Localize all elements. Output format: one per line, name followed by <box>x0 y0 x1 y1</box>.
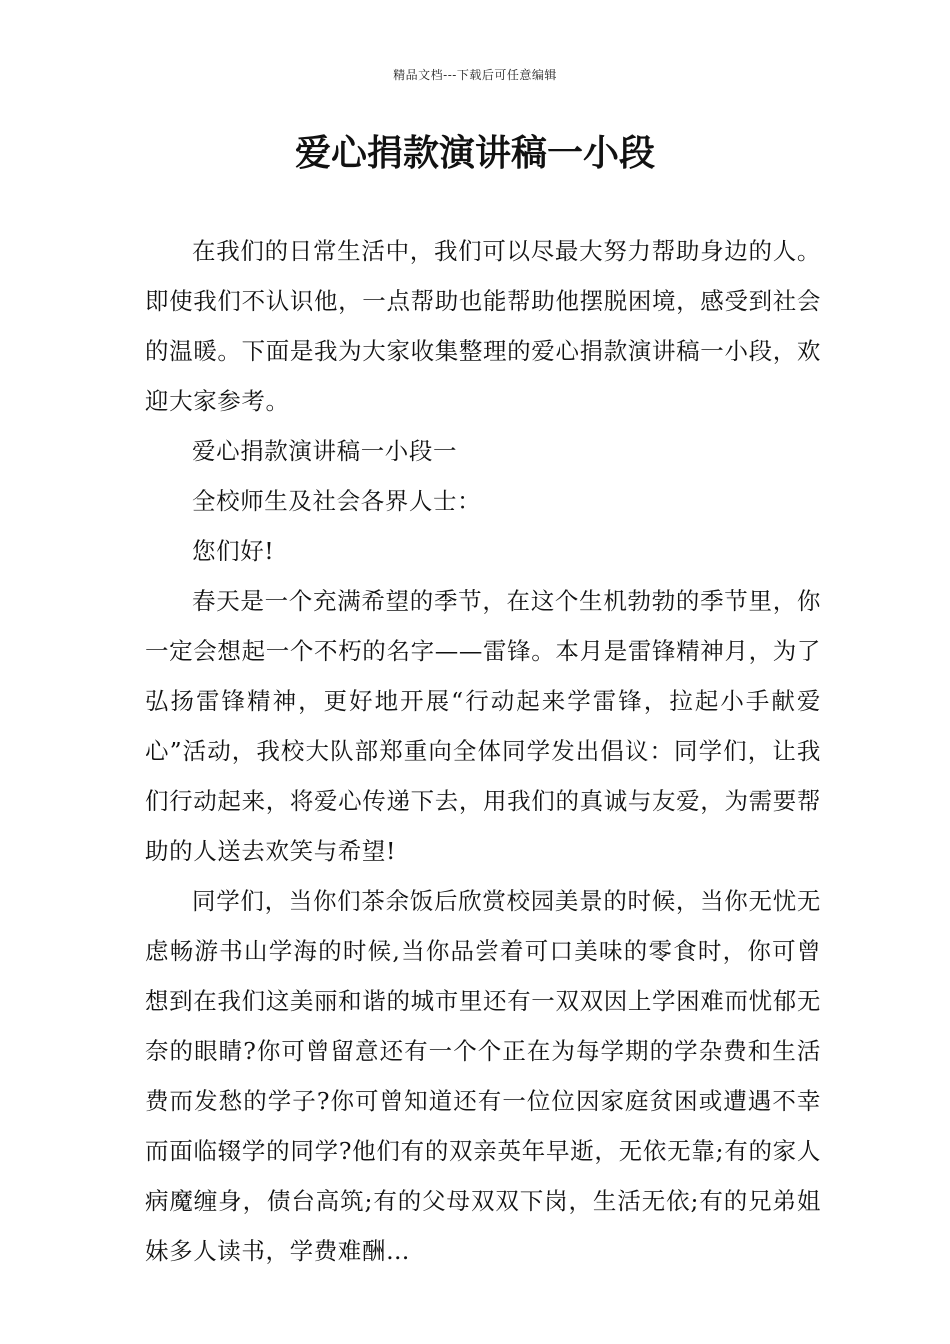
paragraph-salutation: 全校师生及社会各界人士： <box>192 487 482 515</box>
paragraph-subtitle: 爱心捐款演讲稿一小段一 <box>192 437 458 465</box>
document-body <box>145 226 821 1276</box>
paragraph-spring: 春天是一个充满希望的季节，在这个生机勃勃的季节里，你一定会想起一个不朽的名字——雷锋。本月是雷锋精神月，为了弘扬雷锋精神，更好地开展“行动起来学雷锋，拉起小手献爱心”活动，我校大队部郑重向全体同学发出倡议：同学们，让我们行动起来，将爱心传递下去，用我们的真诚与友爱，为需要帮助的人送去欢笑与希望! <box>145 587 821 865</box>
paragraph-greeting: 您们好! <box>192 537 275 565</box>
header-note: 精品文档---下载后可任意编辑 <box>393 68 557 82</box>
paragraph-intro: 在我们的日常生活中，我们可以尽最大努力帮助身边的人。即使我们不认识他，一点帮助也能帮助他摆脱困境，感受到社会的温暖。下面是我为大家收集整理的爱心捐款演讲稿一小段，欢迎大家参考。 <box>145 237 821 415</box>
paragraph-classmates: 同学们，当你们茶余饭后欣赏校园美景的时候，当你无忧无虑畅游书山学海的时候,当你品尝着可口美味的零食时，你可曾想到在我们这美丽和谐的城市里还有一双双因上学困难而忧郁无奈的眼睛?你可曾留意还有一个个正在为每学期的学杂费和生活费而发愁的学子?你可曾知道还有一位位因家庭贫困或遭遇不幸而面临辍学的同学?他们有的双亲英年早逝，无依无靠;有的家人病魔缠身，债台高筑;有的父母双双下岗，生活无依;有的兄弟姐妹多人读书，学费难酬… <box>145 887 821 1265</box>
page-title: 爱心捐款演讲稿一小段 <box>294 132 655 174</box>
